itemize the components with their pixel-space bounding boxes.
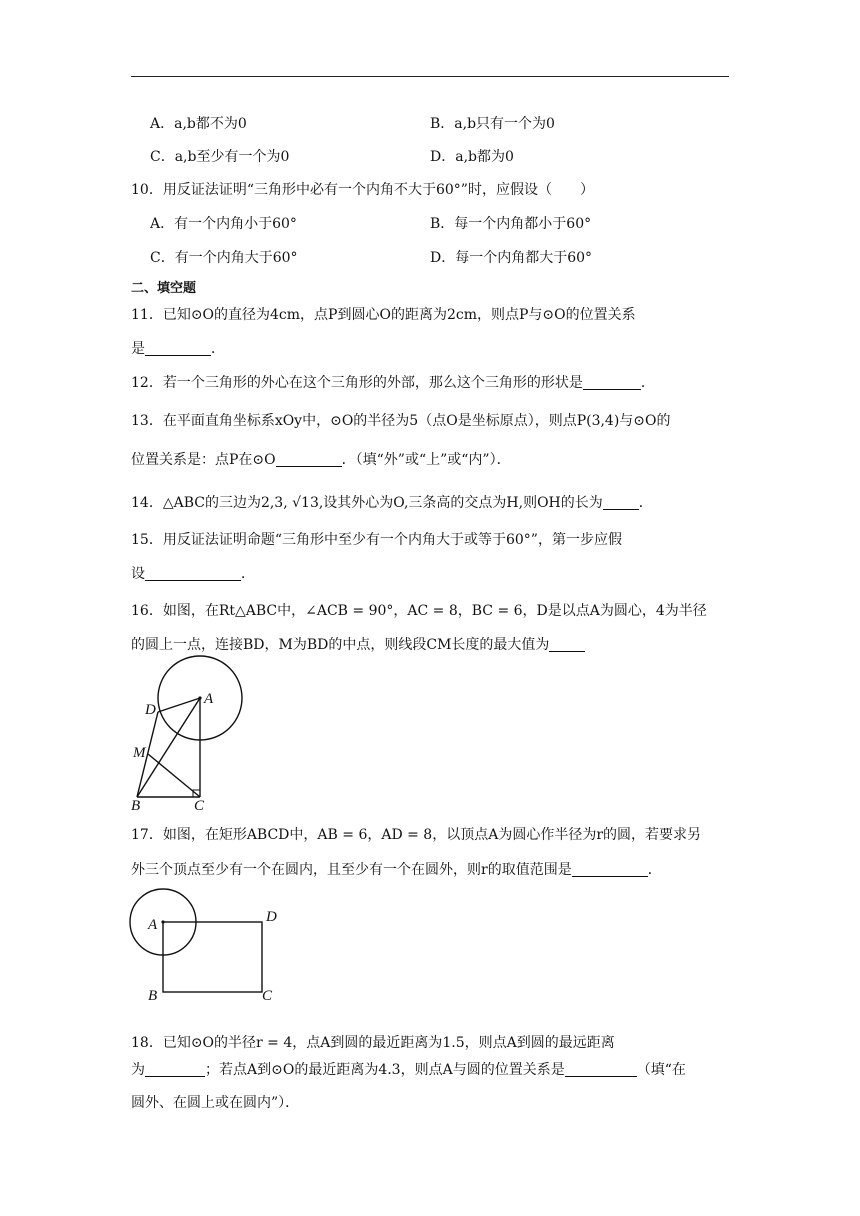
q13-line1: 13．在平面直角坐标系xOy中，⊙O的半径为5（点O是坐标原点），则点P(3,4)与⊙O的 — [131, 413, 671, 429]
q17-line1: 17．如图，在矩形ABCD中，AB = 6，AD = 8，以顶点A为圆心作半径为r的圆，若要求另 — [131, 827, 702, 843]
q12-text: 12．若一个三角形的外心在这个三角形的外部，那么这个三角形的形状是 — [131, 375, 583, 391]
q16-label-a: A — [204, 691, 214, 707]
q18-answer-blank-2[interactable] — [565, 1062, 637, 1077]
q17-line2-suffix: ． — [647, 862, 662, 878]
q9-option-a[interactable]: A．a,b都不为0 — [150, 116, 247, 132]
q14-text: 14．△ABC的三边为2,3, √13,设其外心为O,三条高的交点为H,则OH的长为 — [131, 495, 603, 511]
q9-option-d[interactable]: D．a,b都为0 — [430, 149, 514, 165]
section-title-fill-in: 二、填空题 — [131, 281, 197, 296]
q11-line1: 11．已知⊙O的直径为4cm，点P到圆心O的距离为2cm，则点P与⊙O的位置关系 — [131, 307, 636, 323]
q13-line2-prefix: 位置关系是：点P在⊙O — [131, 452, 276, 468]
q10-option-a[interactable]: A．有一个内角小于60° — [150, 216, 297, 232]
q16-label-b: B — [131, 798, 141, 814]
q16-label-d: D — [145, 702, 156, 718]
q18-line2 — [131, 1059, 686, 1079]
q16-label-c: C — [194, 798, 205, 814]
q12-suffix: ． — [640, 375, 655, 391]
q17-label-d: D — [266, 909, 277, 925]
q16-label-m: M — [133, 745, 146, 761]
q9-option-b[interactable]: B．a,b只有一个为0 — [430, 116, 555, 132]
q18-line3: 圆外、在圆上或在圆内”）． — [131, 1095, 300, 1111]
q10-option-d[interactable]: D．每一个内角都大于60° — [430, 250, 593, 266]
q15-line2-prefix: 设 — [131, 566, 145, 582]
q10-option-b[interactable]: B．每一个内角都小于60° — [430, 216, 592, 232]
q17-point-a — [161, 920, 164, 923]
q15-line1: 15．用反证法证明命题“三角形中至少有一个内角大于或等于60°”，第一步应假 — [131, 532, 622, 548]
q16-line2-text: 的圆上一点，连接BD，M为BD的中点，则线段CM长度的最大值为 — [131, 637, 550, 653]
q18-answer-blank-1[interactable] — [145, 1062, 205, 1077]
q10-option-c[interactable]: C．有一个内角大于60° — [150, 250, 298, 266]
q18-line2-prefix: 为 — [131, 1062, 145, 1078]
q14-suffix: ． — [638, 495, 653, 511]
q17-label-b: B — [148, 988, 158, 1004]
q13-line2-suffix: ．（填“外”或“上”或“内”）． — [341, 452, 511, 468]
q17-label-c: C — [262, 988, 273, 1004]
q17-line2-text: 外三个顶点至少有一个在圆内，且至少有一个在圆外，则r的取值范围是 — [131, 862, 572, 878]
q10-stem: 10．用反证法证明“三角形中必有一个内角不大于60°”时，应假设（ ） — [131, 182, 594, 198]
q9-option-c[interactable]: C．a,b至少有一个为0 — [150, 149, 290, 165]
q15-line2-suffix: ． — [241, 566, 255, 582]
q16-line1: 16．如图，在Rt△ABC中，∠ACB = 90°，AC = 8，BC = 6，D是以点A为圆心，4为半径 — [131, 603, 707, 619]
q18-line2-suffix: （填“在 — [636, 1062, 686, 1078]
q11-line2-suffix: ． — [211, 341, 225, 357]
q11-line2-prefix: 是 — [131, 341, 145, 357]
q17-rectangle — [163, 922, 262, 992]
q18-line1: 18．已知⊙O的半径r = 4，点A到圆的最近距离为1.5，则点A到圆的最远距离 — [131, 1035, 615, 1051]
q18-line2-middle: ；若点A到⊙O的最近距离为4.3，则点A与圆的位置关系是 — [205, 1062, 565, 1078]
q17-label-a: A — [148, 917, 158, 933]
